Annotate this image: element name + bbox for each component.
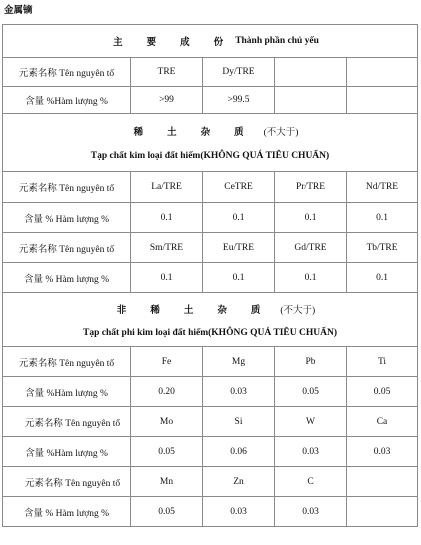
document-title: 金属镝	[4, 5, 33, 16]
heading-char: 份	[213, 38, 224, 48]
table-cell: CeTRE	[203, 172, 275, 203]
table-cell: Nd/TRE	[347, 172, 418, 203]
heading-char: 质	[234, 128, 244, 138]
table-cell: 0.20	[131, 377, 203, 407]
table-cell: 0.1	[275, 203, 347, 233]
row-label: 元素名称 Tên nguyên tố	[3, 347, 131, 377]
non-re-heading-note: (不大于)	[280, 305, 316, 316]
table-cell	[275, 87, 347, 114]
main-heading-vi: Thành phần chủ yếu	[235, 36, 319, 46]
table-cell: Ca	[347, 407, 418, 437]
non-re-impurities-heading	[3, 293, 418, 347]
table-cell: C	[275, 467, 347, 497]
table-cell: Zn	[203, 467, 275, 497]
table-cell: Pr/TRE	[275, 172, 347, 203]
table-cell: Mo	[131, 407, 203, 437]
non-re-impurities-heading-row	[3, 293, 418, 347]
table-cell: Tb/TRE	[347, 233, 418, 263]
table-cell: 0.03	[275, 437, 347, 467]
table-cell: 0.05	[347, 377, 418, 407]
table-cell: W	[275, 407, 347, 437]
table-cell: La/TRE	[131, 172, 203, 203]
table-row	[3, 467, 418, 497]
main-composition-heading-row	[3, 25, 418, 58]
table-row	[3, 347, 418, 377]
table-cell: Pb	[275, 347, 347, 377]
table-cell: 0.1	[347, 263, 418, 293]
table-row	[3, 497, 418, 527]
table-cell: Dy/TRE	[203, 58, 275, 87]
row-label: 含量 %Hàm lượng %	[3, 437, 131, 467]
table-cell: 0.05	[131, 437, 203, 467]
heading-char: 非	[116, 305, 127, 316]
table-cell: >99.5	[203, 87, 275, 114]
table-cell: 0.03	[275, 497, 347, 527]
heading-char: 主	[113, 38, 123, 48]
table-row	[3, 58, 418, 87]
table-cell: >99	[131, 87, 203, 114]
table-cell: Sm/TRE	[131, 233, 203, 263]
table-cell: 0.05	[275, 377, 347, 407]
heading-char: 土	[183, 305, 194, 316]
table-cell: 0.1	[203, 263, 275, 293]
table-row	[3, 263, 418, 293]
table-cell	[347, 467, 418, 497]
table-cell: 0.1	[347, 203, 418, 233]
re-impurities-heading	[3, 114, 418, 172]
main-heading-cn	[101, 34, 235, 48]
row-label: 元素名称 Tên nguyên tố	[3, 407, 131, 437]
heading-char: 质	[250, 305, 261, 316]
table-cell: 0.03	[347, 437, 418, 467]
table-cell	[347, 497, 418, 527]
heading-char: 成	[180, 38, 190, 48]
row-label: 含量 %Hàm lượng %	[3, 87, 131, 114]
re-heading-note: (不大于)	[263, 128, 299, 138]
row-label: 含量 % Hàm lượng %	[3, 203, 131, 233]
heading-char: 稀	[150, 305, 160, 316]
heading-char: 土	[167, 128, 177, 138]
row-label: 元素名称 Tên nguyên tố	[3, 467, 131, 497]
composition-table	[2, 24, 418, 527]
table-row	[3, 87, 418, 114]
row-label: 元素名称 Tên nguyên tố	[3, 58, 131, 87]
table-cell: 0.1	[203, 203, 275, 233]
non-re-heading-vi: Tạp chất phi kim loại đất hiếm(KHÔNG QUÁ TIÊU CHUẨN)	[83, 327, 337, 338]
row-label: 含量 %Hàm lượng %	[3, 377, 131, 407]
table-cell: Eu/TRE	[203, 233, 275, 263]
heading-char: 要	[146, 38, 157, 48]
table-row	[3, 203, 418, 233]
table-cell: 0.05	[131, 497, 203, 527]
main-composition-heading	[3, 25, 418, 58]
row-label: 含量 % Hàm lượng %	[3, 263, 131, 293]
table-cell	[347, 58, 418, 87]
non-re-heading-cn	[105, 302, 273, 316]
table-cell: Mg	[203, 347, 275, 377]
row-label: 含量 % Hàm lượng %	[3, 497, 131, 527]
heading-char: 稀	[133, 128, 144, 138]
table-row	[3, 233, 418, 263]
table-cell: TRE	[131, 58, 203, 87]
table-cell: 0.1	[131, 203, 203, 233]
table-cell: Mn	[131, 467, 203, 497]
table-cell: 0.1	[131, 263, 203, 293]
table-cell: Fe	[131, 347, 203, 377]
table-cell	[275, 58, 347, 87]
table-cell: Si	[203, 407, 275, 437]
table-row	[3, 172, 418, 203]
table-cell	[347, 87, 418, 114]
re-heading-cn	[122, 124, 256, 138]
table-row	[3, 407, 418, 437]
table-cell: 0.06	[203, 437, 275, 467]
table-cell: 0.03	[203, 497, 275, 527]
re-heading-vi: Tạp chất kim loại đất hiếm(KHÔNG QUÁ TIÊU CHUẨN)	[90, 151, 330, 161]
table-cell: Gd/TRE	[275, 233, 347, 263]
table-row	[3, 377, 418, 407]
row-label: 元素名称 Tên nguyên tố	[3, 172, 131, 203]
heading-char: 杂	[217, 305, 227, 316]
row-label: 元素名称 Tên nguyên tố	[3, 233, 131, 263]
table-cell: Ti	[347, 347, 418, 377]
table-cell: 0.03	[203, 377, 275, 407]
table-cell: 0.1	[275, 263, 347, 293]
table-row	[3, 437, 418, 467]
re-impurities-heading-row	[3, 114, 418, 172]
heading-char: 杂	[200, 128, 211, 138]
